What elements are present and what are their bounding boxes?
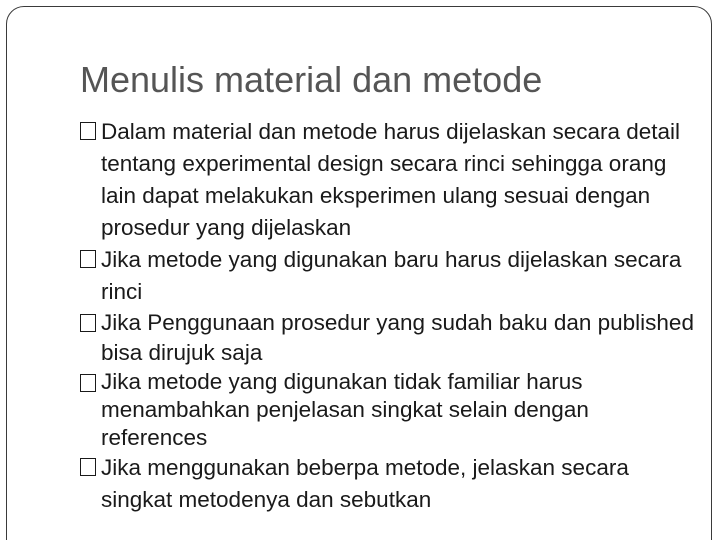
bullet-item	[80, 452, 700, 516]
bullet-text: Jika menggunakan beberpa metode, jelaskan secara singkat metodenya dan sebutkan	[101, 455, 629, 512]
bullet-box-icon	[80, 250, 96, 268]
bullet-box-icon	[80, 374, 96, 392]
bullet-item	[80, 308, 700, 368]
bullet-box-icon	[80, 314, 96, 332]
bullet-text: Dalam material dan metode harus dijelaskan secara detail tentang experimental design secara rinci sehingga orang lain dapat melakukan eksperimen ulang sesuai dengan prosedur yang dijelaskan	[101, 119, 681, 240]
bullet-box-icon	[80, 122, 96, 140]
bullet-text: Jika metode yang digunakan tidak familiar harus menambahkan penjelasan singkat selain dengan references	[101, 369, 589, 450]
bullet-item	[80, 116, 700, 244]
bullet-box-icon	[80, 458, 96, 476]
bullet-item	[80, 244, 700, 308]
slide-title: Menulis material dan metode	[80, 59, 543, 100]
bullet-list	[80, 116, 700, 516]
bullet-text: Jika metode yang digunakan baru harus dijelaskan secara rinci	[101, 247, 682, 304]
bullet-item	[80, 368, 700, 452]
bullet-text: Jika Penggunaan prosedur yang sudah baku dan published bisa dirujuk saja	[101, 310, 694, 365]
